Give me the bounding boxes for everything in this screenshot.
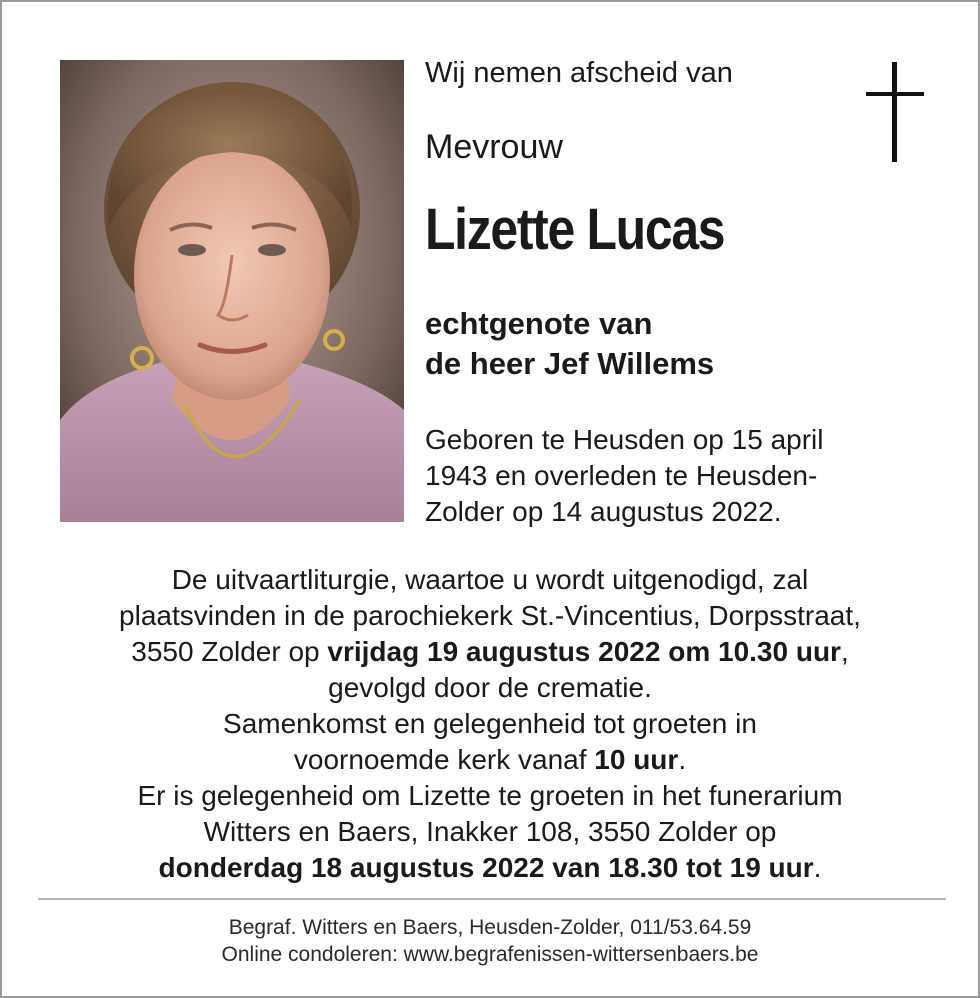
footer — [32, 914, 948, 968]
deceased-name: Lizette Lucas — [425, 197, 725, 262]
announce-line: Witters en Baers, Inakker 108, 3550 Zolder op — [203, 816, 777, 847]
announce-line: Samenkomst en gelegenheid tot groeten in — [223, 708, 757, 739]
viewing-datetime: donderdag 18 augustus 2022 van 18.30 tot 19 uur — [158, 852, 814, 883]
announce-line: De uitvaartliturgie, waartoe u wordt uitgenodigd, zal — [171, 564, 809, 595]
portrait-photo — [60, 60, 404, 522]
cross-icon — [866, 62, 924, 162]
honorific: Mevrouw — [425, 128, 563, 166]
announce-line: gevolgd door de crematie. — [328, 672, 652, 703]
condolence-link[interactable]: Online condoleren: www.begrafenissen-wittersenbaers.be — [221, 943, 759, 966]
announce-line: 3550 Zolder op vrijdag 19 augustus 2022 om 10.30 uur, — [131, 636, 849, 667]
birth-death-info — [425, 422, 895, 530]
announce-line: plaatsvinden in de parochiekerk St.-Vincentius, Dorpsstraat, — [119, 600, 861, 631]
spouse-line: echtgenote van — [425, 306, 653, 341]
spouse-line: de heer Jef Willems — [425, 346, 715, 381]
announce-line: voornoemde kerk vanaf 10 uur. — [293, 744, 687, 775]
spouse-info — [425, 304, 714, 384]
gathering-time: 10 uur — [594, 744, 679, 775]
intro-text: Wij nemen afscheid van — [425, 57, 733, 89]
funeral-home-contact: Begraf. Witters en Baers, Heusden-Zolder, 011/53.64.59 — [228, 916, 752, 939]
funeral-announcement — [32, 562, 948, 886]
announce-line: Er is gelegenheid om Lizette te groeten in het funerarium — [137, 780, 843, 811]
funeral-datetime: vrijdag 19 augustus 2022 om 10.30 uur — [327, 636, 841, 667]
announce-line: donderdag 18 augustus 2022 van 18.30 tot 19 uur. — [158, 852, 822, 883]
portrait-image — [60, 60, 404, 522]
divider — [38, 898, 946, 900]
born-line: Zolder op 14 augustus 2022. — [425, 496, 782, 527]
born-line: 1943 en overleden te Heusden- — [425, 460, 818, 491]
born-line: Geboren te Heusden op 15 april — [425, 424, 824, 455]
